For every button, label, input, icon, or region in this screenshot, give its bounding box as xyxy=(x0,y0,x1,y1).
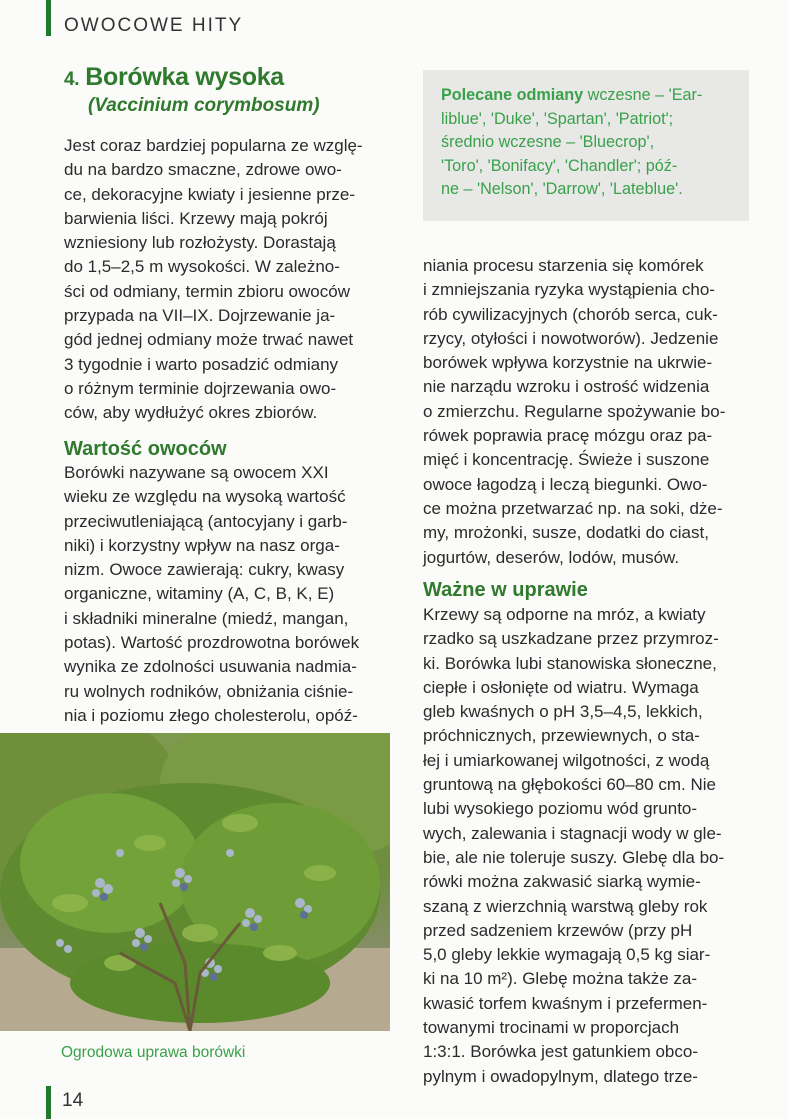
text-line: do 1,5–2,5 m wysokości. W zależno- xyxy=(64,257,340,277)
text-line: barwienia liści. Krzewy mają pokrój xyxy=(64,208,328,228)
text-line: ści od odmiany, termin zbioru owoców xyxy=(64,281,350,301)
text-line: Jest coraz bardziej popularna ze wzglę- xyxy=(64,136,363,155)
blueberry-bush-illustration xyxy=(0,733,390,1031)
photo-caption: Ogrodowa uprawa borówki xyxy=(61,1044,246,1061)
text-line: ki. Borówka lubi stanowiska słoneczne, xyxy=(423,653,717,673)
infobox-line: ne – 'Nelson', 'Darrow', 'Lateblue'. xyxy=(441,180,683,198)
text-line: gruntową na głębokości 60–80 cm. Nie xyxy=(423,775,716,795)
recommended-varieties-box xyxy=(423,70,749,221)
infobox-lead: Polecane odmiany xyxy=(441,86,584,104)
article-title-text: Borówka wysoka xyxy=(85,63,284,91)
text-line: wych, zalewania i stagnacji wody w gle- xyxy=(423,823,722,843)
text-line: wieku ze względu na wysoką wartość xyxy=(64,487,346,507)
article-title-block xyxy=(64,63,394,118)
intro-paragraph xyxy=(64,134,390,426)
text-line: du na bardzo smaczne, zdrowe owo- xyxy=(64,160,342,180)
text-line: towanymi trocinami w proporcjach xyxy=(423,1018,680,1038)
text-line: bie, ale nie toleruje suszy. Glebę dla bo- xyxy=(423,847,725,867)
text-line: nie narządu wzroku i ostrość widzenia xyxy=(423,377,710,397)
text-line: gód jednej odmiany może trwać nawet xyxy=(64,330,354,350)
text-line: nia i poziomu złego cholesterolu, opóź- xyxy=(64,705,358,725)
text-line: ciepłe i osłonięte od wiatru. Wymaga xyxy=(423,677,699,697)
text-line: gleb kwaśnych o pH 3,5–4,5, lekkich, xyxy=(423,702,703,722)
text-line: nizm. Owoce zawierają: cukry, kwasy xyxy=(64,560,345,580)
text-line: przed sadzeniem krzewów (przy pH xyxy=(423,920,693,940)
text-line: kwasić torfem kwaśnym i przefermen- xyxy=(423,993,708,1013)
text-line: wynika ze zdolności usuwania nadmia- xyxy=(64,657,357,677)
text-line: pylnym i owadopylnym, dlatego trze- xyxy=(423,1066,698,1086)
text-line: szaną z wierzchnią warstwą gleby rok xyxy=(423,896,708,916)
text-line: rzycy, otyłości i nowotworów). Jedzenie xyxy=(423,328,719,348)
page-number: 14 xyxy=(62,1090,84,1111)
infobox-line: wczesne – 'Ear- xyxy=(583,86,703,104)
text-line: rób cywilizacyjnych (chorób serca, cuk- xyxy=(423,304,718,324)
fruit-value-paragraph xyxy=(64,461,390,728)
text-line: ce można przetwarzać np. na soki, dże- xyxy=(423,498,723,518)
text-line: i składniki mineralne (miedź, mangan, xyxy=(64,608,349,628)
text-line: przeciwutleniającą (antocyjany i garb- xyxy=(64,511,348,531)
section-marker-bar xyxy=(46,0,51,36)
text-line: i zmniejszania ryzyka wystąpienia cho- xyxy=(423,280,715,300)
subheading-fruit-value: Wartość owoców xyxy=(64,438,227,460)
text-line: organiczne, witaminy (A, C, B, K, E) xyxy=(64,584,335,604)
section-header: OWOCOWE HITY xyxy=(64,15,244,36)
text-line: 5,0 gleby lekkie wymagają 0,5 kg siar- xyxy=(423,945,711,965)
text-line: 1:3:1. Borówka jest gatunkiem obco- xyxy=(423,1042,698,1062)
text-line: lubi wysokiego poziomu wód grunto- xyxy=(423,799,698,819)
text-line: rówki można zakwasić siarką wymie- xyxy=(423,872,701,892)
text-line: ki na 10 m²). Glebę można także za- xyxy=(423,969,698,989)
text-line: borówek wpływa korzystnie na ukrwie- xyxy=(423,353,713,373)
text-line: owoce łagodzą i leczą biegunki. Owo- xyxy=(423,474,708,494)
blueberry-bush-photo xyxy=(0,733,390,1031)
text-line: potas). Wartość prozdrowotna borówek xyxy=(64,633,360,653)
text-line: o różnym terminie dojrzewania owo- xyxy=(64,378,337,398)
text-line: przypada na VII–IX. Dojrzewanie ja- xyxy=(64,306,336,326)
text-line: my, mrożonki, susze, dodatki do ciast, xyxy=(423,523,709,543)
text-line: próchnicznych, przewiewnych, o sta- xyxy=(423,726,700,746)
infobox-line: 'Toro', 'Bonifacy', 'Chandler'; póź- xyxy=(441,156,678,175)
infobox-line: średnio wczesne – 'Bluecrop', xyxy=(441,133,655,151)
text-line: wzniesiony lub rozłożysty. Dorastają xyxy=(64,233,336,253)
text-line: ce, dekoracyjne kwiaty i jesienne prze- xyxy=(64,184,356,204)
text-line: Borówki nazywane są owocem XXI xyxy=(64,463,329,482)
text-line: ru wolnych rodników, obniżania ciśnie- xyxy=(64,681,354,701)
text-line: rówek poprawia pracę mózgu oraz pa- xyxy=(423,426,713,446)
infobox-line: liblue', 'Duke', 'Spartan', 'Patriot'; xyxy=(441,109,674,128)
text-line: łej i umiarkowanej wilgotności, z wodą xyxy=(423,750,710,770)
text-line: rzadko są uszkadzane przez przymroz- xyxy=(423,629,719,649)
text-line: ców, aby wydłużyć okres zbiorów. xyxy=(64,403,318,423)
text-line: mięć i koncentrację. Świeże i suszone xyxy=(423,450,710,470)
article-title xyxy=(64,63,394,94)
article-latin-name: (Vaccinium corymbosum) xyxy=(88,95,320,116)
continuation-paragraph xyxy=(423,254,748,570)
text-line: niki) i korzystny wpływ na nasz orga- xyxy=(64,535,340,555)
article-number: 4. xyxy=(64,69,80,90)
page-marker-bar xyxy=(46,1086,51,1119)
subheading-cultivation: Ważne w uprawie xyxy=(423,579,588,601)
text-line: Krzewy są odporne na mróz, a kwiaty xyxy=(423,605,706,624)
text-line: 3 tygodnie i warto posadzić odmiany xyxy=(64,354,339,374)
text-line: niania procesu starzenia się komórek xyxy=(423,256,704,275)
cultivation-paragraph xyxy=(423,603,748,1089)
text-line: o zmierzchu. Regularne spożywanie bo- xyxy=(423,401,726,421)
text-line: jogurtów, deserów, lodów, musów. xyxy=(423,547,680,567)
